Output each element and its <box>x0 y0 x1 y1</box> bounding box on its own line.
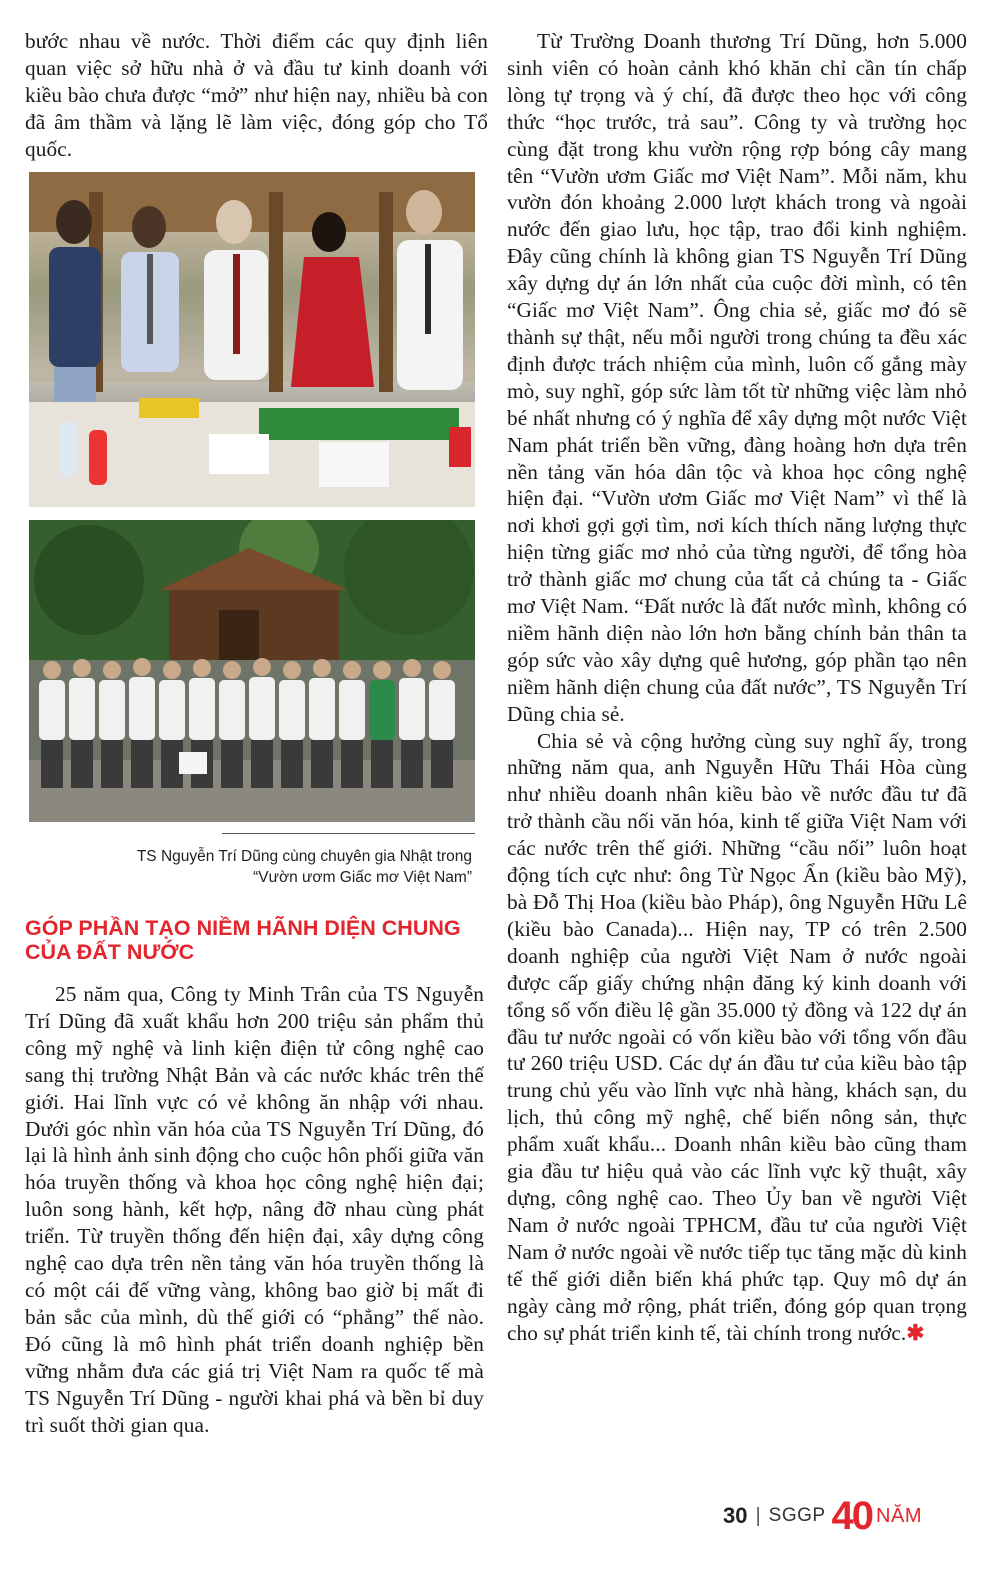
publication-name: SGGP <box>768 1505 826 1526</box>
photo-exhibition-illustration <box>29 172 475 507</box>
section-heading-line-1: GÓP PHẦN TẠO NIỀM HÃNH DIỆN CHUNG <box>25 916 461 940</box>
photo-exhibition-table <box>29 172 475 507</box>
photo-group-garden <box>29 520 475 822</box>
page-footer <box>723 1494 922 1538</box>
footer-separator: | <box>755 1504 761 1527</box>
intro-paragraph: bước nhau về nước. Thời điểm các quy định liên quan việc sở hữu nhà ở và đầu tư kinh doanh với kiều bào chưa được “mở” như hiện nay, nhiều bà con đã âm thầm và lặng lẽ làm việc, đóng góp cho Tổ quốc. <box>25 29 488 161</box>
section-heading-line-2: CỦA ĐẤT NƯỚC <box>25 940 195 964</box>
caption-rule <box>222 833 475 834</box>
anniversary-number: 40 <box>831 1494 873 1538</box>
left-column-body <box>25 981 484 1438</box>
left-column-intro <box>25 28 488 163</box>
end-mark-icon: ✱ <box>906 1320 925 1345</box>
right-column <box>507 28 967 1346</box>
photo-caption-line-1: TS Nguyễn Trí Dũng cùng chuyên gia Nhật trong <box>136 848 472 865</box>
left-body-paragraph: 25 năm qua, Công ty Minh Trân của TS Nguyễn Trí Dũng đã xuất khẩu hơn 200 triệu sản phẩm thủ công mỹ nghệ và linh kiện điện tử công nghệ cao sang thị trường Nhật Bản và các nước khác trên thế giới. Hai lĩnh vực có vẻ không ăn nhập với nhau. Dưới góc nhìn văn hóa của TS Nguyễn Trí Dũng, đó lại là hình ảnh sinh động cho cuộc hôn phối giữa văn hóa truyền thống và khoa học công nghệ hiện đại; luôn song hành, kết hợp, nâng đỡ nhau cùng phát triển. Từ truyền thống đến hiện đại, xây dựng công nghệ cao dựa trên nền tảng văn hóa truyền thống là có một cái đế vững vàng, không bao giờ bị mất đi bản sắc của mình, dù thế giới có “phẳng” thế nào. Đó cũng là mô hình phát triển doanh nghiệp bền vững nhằm đưa các giá trị Việt Nam ra quốc tế mà TS Nguyễn Trí Dũng - người khai phá và bền bỉ duy trì suốt thời gian qua. <box>25 982 484 1437</box>
page-number: 30 <box>722 1503 748 1528</box>
photo-group-illustration <box>29 520 475 822</box>
section-heading <box>25 916 485 964</box>
photo-caption-line-2: “Vườn ươm Giấc mơ Việt Nam” <box>253 869 472 886</box>
right-paragraph-1: Từ Trường Doanh thương Trí Dũng, hơn 5.000 sinh viên có hoàn cảnh khó khăn chỉ cần tín chấp lòng tự trọng và ý chí, đã được theo học với công thức “học trước, trả sau”. Công ty và trường học cùng đặt trong khu vườn rộng rợp bóng cây mang tên “Vườn ươm Giấc mơ Việt Nam”. Mỗi năm, khu vườn đón khoảng 2.000 lượt khách trong và ngoài nước đến giao lưu, học tập, trao đổi kinh nghiệm. Đây cũng chính là không gian TS Nguyễn Trí Dũng xây dựng dự án lớn nhất của cuộc đời mình, có tên “Giấc mơ Việt Nam”. Ông chia sẻ, giấc mơ đó sẽ thành sự thật, nếu mỗi người trong chúng ta đều xác định được trách nhiệm của mình, luôn cố gắng mày mò, suy nghĩ, góp sức làm tốt từ những việc làm nhỏ bé nhất nhưng có ý nghĩa để xây dựng một nước Việt Nam phát triển bền vững, đàng hoàng hơn dựa trên nền tảng văn hóa dân tộc và khoa học công nghệ hiện đại. “Vườn ươm Giấc mơ Việt Nam” vì thế là nơi khơi gợi gợi tìm, nơi kích thích năng lượng thực hiện từng giấc mơ nhỏ của từng người, để tổng hòa trở thành giấc mơ chung của tất cả chúng ta - Giấc mơ Việt Nam. “Đất nước là đất nước mình, không có niềm hãnh diện nào lớn hơn bằng chính bản thân ta góp sức vào xây dựng quê hương, góp phần tạo nên niềm hãnh diện chung của đất nước”, TS Nguyễn Trí Dũng chia sẻ. <box>507 29 967 726</box>
right-paragraph-2-text: Chia sẻ và cộng hưởng cùng suy nghĩ ấy, trong những năm qua, anh Nguyễn Hữu Thái Hòa cùng như nhiều doanh nhân kiều bào về nước đầu tư đã trở thành cầu nối văn hóa, kinh tế giữa Việt Nam với các nước trên thế giới. Những “cầu nối” luôn hoạt động tích cực như: ông Từ Ngọc Ẩn (kiều bào Mỹ), bà Đỗ Thị Hoa (kiều bào Pháp), ông Nguyễn Hữu Lê (kiều bào Canada)... Hiện nay, TP có trên 2.500 doanh nghiệp của người Việt Nam ở nước ngoài được cấp giấy chứng nhận đăng ký kinh doanh với tổng số vốn điều lệ gần 35.000 tỷ đồng và 122 dự án đầu tư nước ngoài có vốn kiều bào với tổng vốn đầu tư 260 triệu USD. Các dự án đầu tư của kiều bào tập trung chủ yếu vào lĩnh vực nhà hàng, khách sạn, du lịch, thủ công mỹ nghệ, chế biến nông sản, thực phẩm xuất khẩu... Doanh nhân kiều bào cũng tham gia đầu tư hiệu quả vào các lĩnh vực kỹ thuật, xây dựng, công nghệ cao. Theo Ủy ban về người Việt Nam ở nước ngoài TPHCM, đầu tư của người Việt Nam ở nước ngoài về nước tiếp tục tăng mặc dù kinh tế thế giới diễn biến khá phức tạp. Quy mô dự án ngày càng mở rộng, phát triển, đóng góp quan trọng cho sự phát triển kinh tế, tài chính trong nước. <box>507 728 967 1345</box>
photo-caption <box>60 846 472 888</box>
anniversary-word: NĂM <box>876 1504 922 1527</box>
right-paragraph-2 <box>507 728 967 1347</box>
